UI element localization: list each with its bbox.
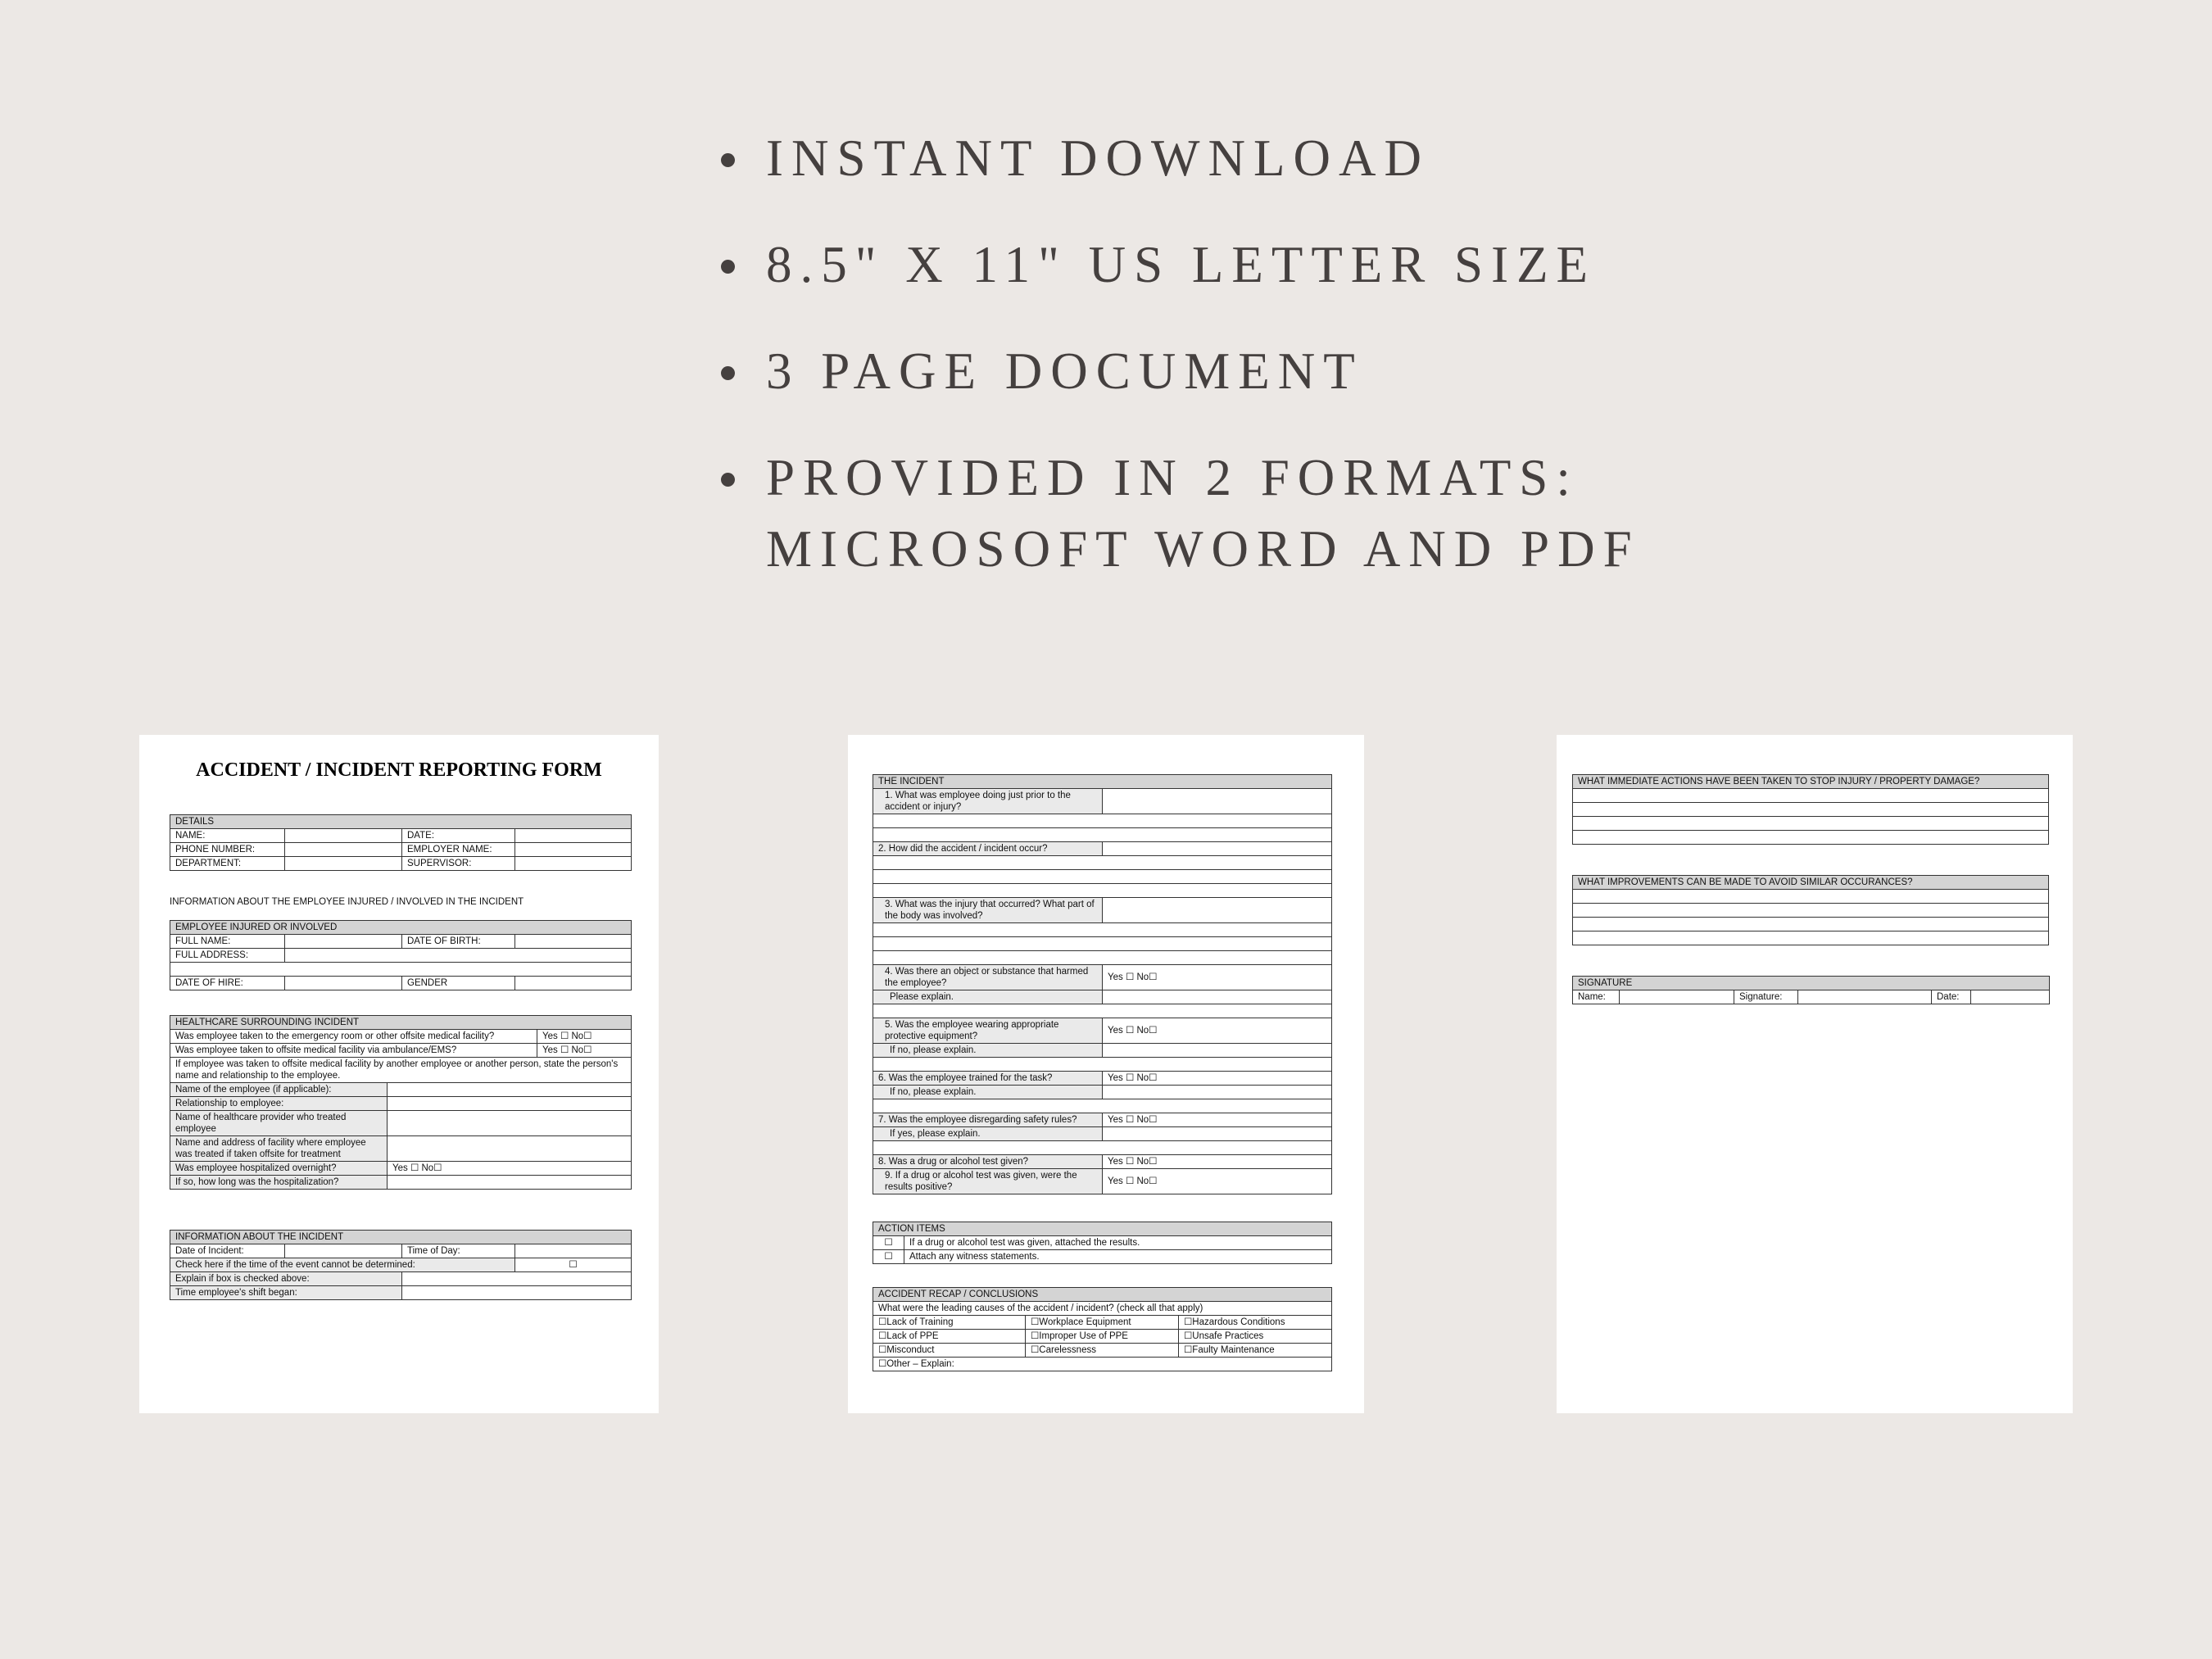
employee-table: EMPLOYEE INJURED OR INVOLVED FULL NAME: DATE OF BIRTH: FULL ADDRESS: DATE OF HIRE: GENDER xyxy=(170,920,632,990)
section-header: INFORMATION ABOUT THE INCIDENT xyxy=(170,1231,632,1244)
yes-no-field[interactable]: Yes ☐ No☐ xyxy=(1103,965,1332,990)
details-table: DETAILS NAME: DATE: PHONE NUMBER: EMPLOYER NAME: DEPARTMENT: SUPERVISOR: xyxy=(170,814,632,871)
answer-field[interactable] xyxy=(1103,898,1332,923)
feature-item: 3 PAGE DOCUMENT xyxy=(713,336,2171,407)
answer-field[interactable] xyxy=(1103,1086,1332,1099)
form-title: ACCIDENT / INCIDENT REPORTING FORM xyxy=(196,759,602,781)
time-of-day-field[interactable] xyxy=(515,1244,632,1258)
full-name-field[interactable] xyxy=(285,935,402,949)
yes-no-field[interactable]: Yes ☐ No☐ xyxy=(1103,1169,1332,1194)
answer-line[interactable] xyxy=(873,937,1332,951)
cause-checkbox[interactable]: ☐Lack of PPE xyxy=(873,1330,1026,1344)
er-yes-no[interactable]: Yes ☐ No☐ xyxy=(537,1030,632,1044)
yes-no-field[interactable]: Yes ☐ No☐ xyxy=(1103,1155,1332,1169)
recap-table: ACCIDENT RECAP / CONCLUSIONS What were the leading causes of the accident / incident? (check all that apply) ☐Lack of Training ☐Workplace Equipment ☐Hazardous Conditions ☐Lack of PPE ☐Improper Use of PPE ☐Unsafe Practices ☐Misconduct ☐Carelessness ☐Faulty Maintenance ☐Other – Explain: xyxy=(873,1287,1332,1371)
cause-checkbox[interactable]: ☐Other – Explain: xyxy=(873,1358,1332,1371)
dob-field[interactable] xyxy=(515,935,632,949)
how-long-field[interactable] xyxy=(388,1176,632,1190)
supervisor-field[interactable] xyxy=(515,857,632,871)
section-header: THE INCIDENT xyxy=(873,775,1332,789)
yes-no-field[interactable]: Yes ☐ No☐ xyxy=(1103,1113,1332,1127)
action-checkbox[interactable]: ☐ xyxy=(873,1236,904,1250)
cause-checkbox[interactable]: ☐Lack of Training xyxy=(873,1316,1026,1330)
form-page-2 xyxy=(848,735,1364,1413)
answer-field[interactable] xyxy=(1103,842,1332,856)
section-header: DETAILS xyxy=(170,815,632,829)
healthcare-table: HEALTHCARE SURROUNDING INCIDENT Was employee taken to the emergency room or other offsite medical facility? Yes ☐ No☐ Was employee taken to offsite medical facility via ambulance/EMS? Yes ☐ No☐ If employee was taken to offsite medical facility by another employee or another person, state the person's name and relationship to the employee. Name of the employee (if applicable): Relationship to employee: Name of healthcare provider who treated employee Name and address of facility where employee was treated if taken offsite for treatment Was employee hospitalized overnight? Yes ☐ No☐ If so, how long was the hospitalization? xyxy=(170,1015,632,1190)
answer-line[interactable] xyxy=(873,1058,1332,1072)
section-header: SIGNATURE xyxy=(1573,977,2050,990)
section-header: WHAT IMPROVEMENTS CAN BE MADE TO AVOID SIMILAR OCCURANCES? xyxy=(1573,876,2049,890)
info-note: INFORMATION ABOUT THE EMPLOYEE INJURED / INVOLVED IN THE INCIDENT xyxy=(170,897,524,907)
answer-line[interactable] xyxy=(1573,817,2049,831)
signature-table: SIGNATURE Name: Signature: Date: xyxy=(1572,976,2050,1004)
action-checkbox[interactable]: ☐ xyxy=(873,1250,904,1264)
feature-item: 8.5" X 11" US LETTER SIZE xyxy=(713,229,2171,301)
hire-date-field[interactable] xyxy=(285,977,402,990)
signature-name-field[interactable] xyxy=(1620,990,1734,1004)
date-field[interactable] xyxy=(515,829,632,843)
answer-line[interactable] xyxy=(1573,904,2049,918)
cause-checkbox[interactable]: ☐Workplace Equipment xyxy=(1026,1316,1179,1330)
phone-field[interactable] xyxy=(285,843,402,857)
feature-list xyxy=(713,123,2171,620)
section-header: HEALTHCARE SURROUNDING INCIDENT xyxy=(170,1016,632,1030)
gender-field[interactable] xyxy=(515,977,632,990)
shift-field[interactable] xyxy=(402,1286,632,1300)
answer-line[interactable] xyxy=(873,1004,1332,1018)
answer-line[interactable] xyxy=(873,1141,1332,1155)
answer-field[interactable] xyxy=(1103,990,1332,1004)
yes-no-field[interactable]: Yes ☐ No☐ xyxy=(1103,1018,1332,1044)
section-header: ACTION ITEMS xyxy=(873,1222,1332,1236)
cause-checkbox[interactable]: ☐Unsafe Practices xyxy=(1179,1330,1332,1344)
answer-line[interactable] xyxy=(1573,831,2049,845)
form-page-3 xyxy=(1557,735,2073,1413)
department-field[interactable] xyxy=(285,857,402,871)
section-header: ACCIDENT RECAP / CONCLUSIONS xyxy=(873,1288,1332,1302)
answer-line[interactable] xyxy=(1573,918,2049,931)
overnight-yes-no[interactable]: Yes ☐ No☐ xyxy=(388,1162,632,1176)
section-header: WHAT IMMEDIATE ACTIONS HAVE BEEN TAKEN TO STOP INJURY / PROPERTY DAMAGE? xyxy=(1573,775,2049,789)
answer-line[interactable] xyxy=(873,814,1332,828)
cause-checkbox[interactable]: ☐Misconduct xyxy=(873,1344,1026,1358)
relationship-field[interactable] xyxy=(388,1097,632,1111)
time-undetermined-checkbox[interactable]: ☐ xyxy=(515,1258,632,1272)
answer-line[interactable] xyxy=(873,856,1332,870)
answer-field[interactable] xyxy=(1103,1127,1332,1141)
feature-item: PROVIDED IN 2 FORMATS: MICROSOFT WORD AND PDF xyxy=(713,442,2171,585)
improvements-table xyxy=(1572,875,2049,945)
answer-line[interactable] xyxy=(873,951,1332,965)
employee-name-field[interactable] xyxy=(388,1083,632,1097)
immediate-actions-table xyxy=(1572,774,2049,845)
answer-line[interactable] xyxy=(873,1099,1332,1113)
answer-line[interactable] xyxy=(1573,890,2049,904)
answer-line[interactable] xyxy=(873,884,1332,898)
answer-line[interactable] xyxy=(1573,931,2049,945)
answer-line[interactable] xyxy=(1573,803,2049,817)
explain-field[interactable] xyxy=(402,1272,632,1286)
address-field[interactable] xyxy=(285,949,632,963)
signature-field[interactable] xyxy=(1798,990,1932,1004)
answer-field[interactable] xyxy=(1103,1044,1332,1058)
answer-line[interactable] xyxy=(873,828,1332,842)
feature-item: INSTANT DOWNLOAD xyxy=(713,123,2171,194)
answer-line[interactable] xyxy=(873,923,1332,937)
cause-checkbox[interactable]: ☐Carelessness xyxy=(1026,1344,1179,1358)
incident-questions-table: THE INCIDENT 1. What was employee doing just prior to the accident or injury? 2. How did the accident / incident occur? 3. What was the injury that occurred? What part of the body was involved? 4. Was there an object or substance that harmed the employee? Yes ☐ No☐ Please explain. 5. Was the employee wearing appropriate protective equipment? Yes ☐ No☐ If no, please explain. 6. Was the employee trained for the task? Yes ☐ No☐ If no, please explain. 7. Was the employee disregarding safety rules? Yes ☐ No☐ If yes, please explain. 8. Was a drug or alcohol test given? Yes ☐ No☐ 9. If a drug or alcohol test was given, were the results positive? Yes ☐ No☐ xyxy=(873,774,1332,1194)
name-field[interactable] xyxy=(285,829,402,843)
answer-field[interactable] xyxy=(1103,789,1332,814)
incident-info-table: INFORMATION ABOUT THE INCIDENT Date of Incident: Time of Day: Check here if the time of the event cannot be determined: ☐ Explain if box is checked above: Time employee's shift began: xyxy=(170,1230,632,1300)
section-header: EMPLOYEE INJURED OR INVOLVED xyxy=(170,921,632,935)
cause-checkbox[interactable]: ☐Hazardous Conditions xyxy=(1179,1316,1332,1330)
form-page-1 xyxy=(139,735,659,1413)
yes-no-field[interactable]: Yes ☐ No☐ xyxy=(1103,1072,1332,1086)
cause-checkbox[interactable]: ☐Faulty Maintenance xyxy=(1179,1344,1332,1358)
employer-field[interactable] xyxy=(515,843,632,857)
answer-line[interactable] xyxy=(1573,789,2049,803)
provider-field[interactable] xyxy=(388,1111,632,1136)
signature-date-field[interactable] xyxy=(1971,990,2050,1004)
action-items-table: ACTION ITEMS ☐ If a drug or alcohol test was given, attached the results. ☐ Attach any witness statements. xyxy=(873,1222,1332,1264)
cause-checkbox[interactable]: ☐Improper Use of PPE xyxy=(1026,1330,1179,1344)
ems-yes-no[interactable]: Yes ☐ No☐ xyxy=(537,1044,632,1058)
answer-line[interactable] xyxy=(873,870,1332,884)
facility-field[interactable] xyxy=(388,1136,632,1162)
address-field-line2[interactable] xyxy=(170,963,632,977)
incident-date-field[interactable] xyxy=(285,1244,402,1258)
